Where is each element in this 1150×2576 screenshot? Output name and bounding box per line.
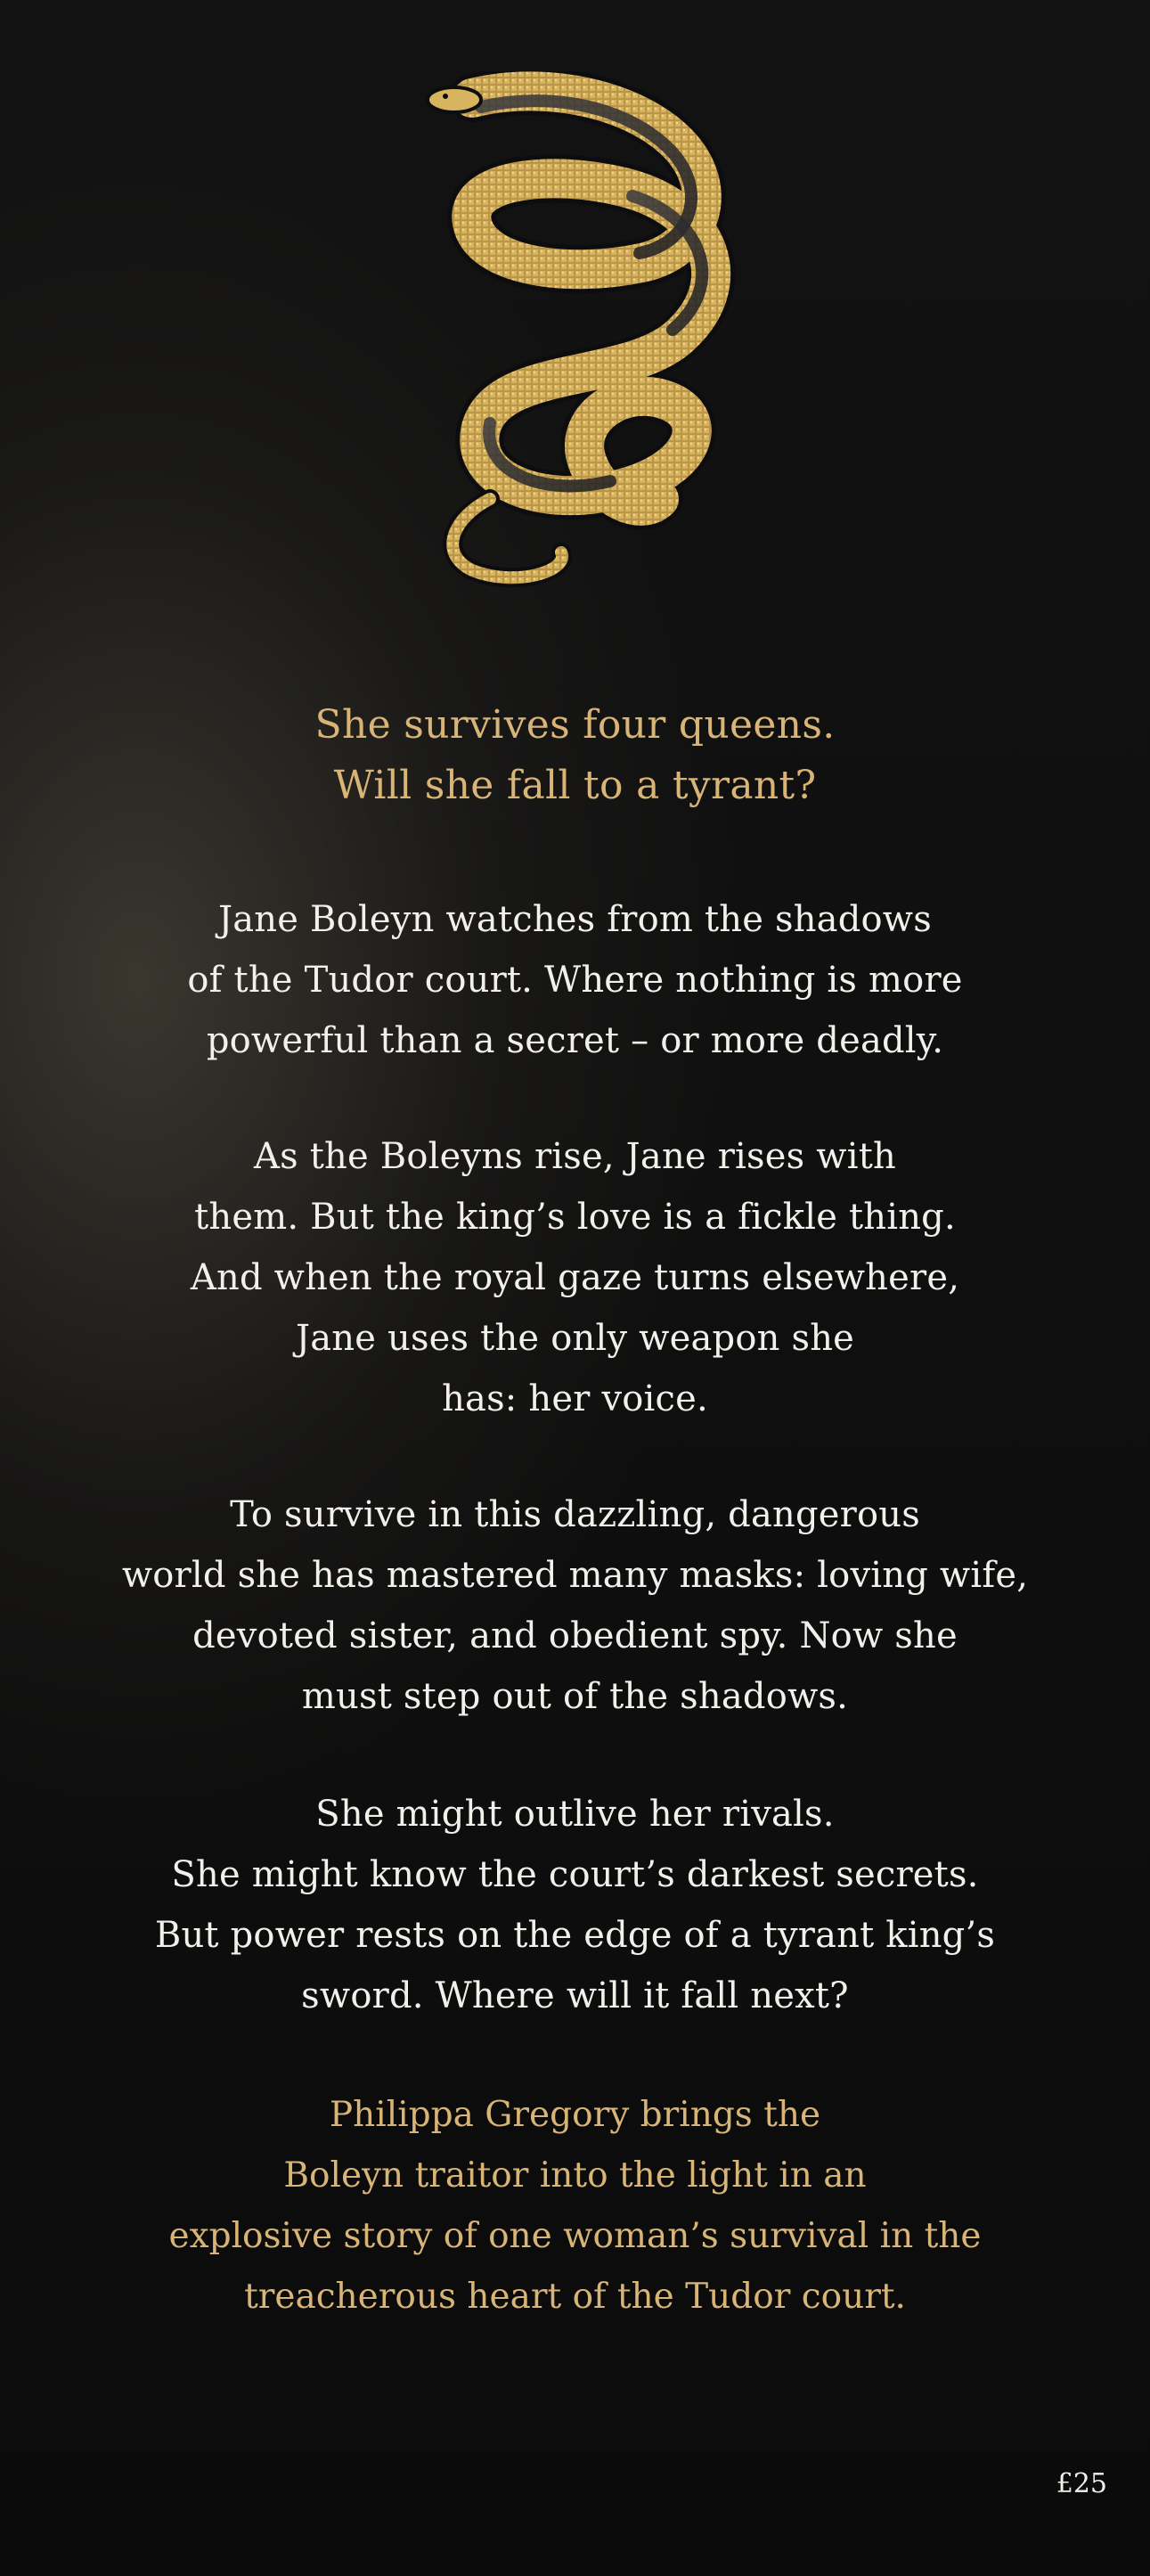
author-blurb [0,2085,1150,2327]
paragraph [0,1784,1150,2026]
paragraph-line: must step out of the shadows. [301,1676,849,1717]
paragraph-line: them. But the king’s love is a fickle thing. [194,1197,956,1238]
blurb-line: Philippa Gregory brings the [329,2095,821,2135]
paragraph-line: To survive in this dazzling, dangerous [230,1494,920,1535]
paragraph-line: Jane uses the only weapon she [295,1318,855,1359]
paragraph-line: of the Tudor court. Where nothing is more [187,960,963,1001]
paragraph-line: sword. Where will it fall next? [301,1975,849,2016]
paragraph-line: She might outlive her rivals. [315,1794,835,1835]
headline [0,695,1150,816]
paragraph [0,1484,1150,1727]
paragraph [0,889,1150,1071]
paragraph-line: Jane Boleyn watches from the shadows [218,899,932,940]
paragraph-line: has: her voice. [442,1378,708,1419]
paragraph-line: She might know the court’s darkest secrets. [171,1854,979,1895]
paragraph [0,1126,1150,1429]
paragraph-line: And when the royal gaze turns elsewhere, [190,1257,960,1298]
paragraph-line: world she has mastered many masks: loving wife, [121,1555,1029,1596]
blurb-line: treacherous heart of the Tudor court. [244,2277,906,2317]
blurb-line: explosive story of one woman’s survival in the [168,2216,982,2256]
paragraph-line: devoted sister, and obedient spy. Now she [192,1615,958,1656]
paragraph-line: As the Boleyns rise, Jane rises with [254,1136,896,1177]
blurb-line: Boleyn traitor into the light in an [283,2155,867,2196]
price-label: £25 [1056,2468,1107,2499]
headline-line: She survives four queens. [314,702,836,748]
paragraph-line: But power rests on the edge of a tyrant king’s [154,1915,996,1956]
snake-illustration-icon [419,71,757,606]
headline-line: Will she fall to a tyrant? [333,763,817,808]
paragraph-line: powerful than a secret – or more deadly. [206,1020,944,1061]
